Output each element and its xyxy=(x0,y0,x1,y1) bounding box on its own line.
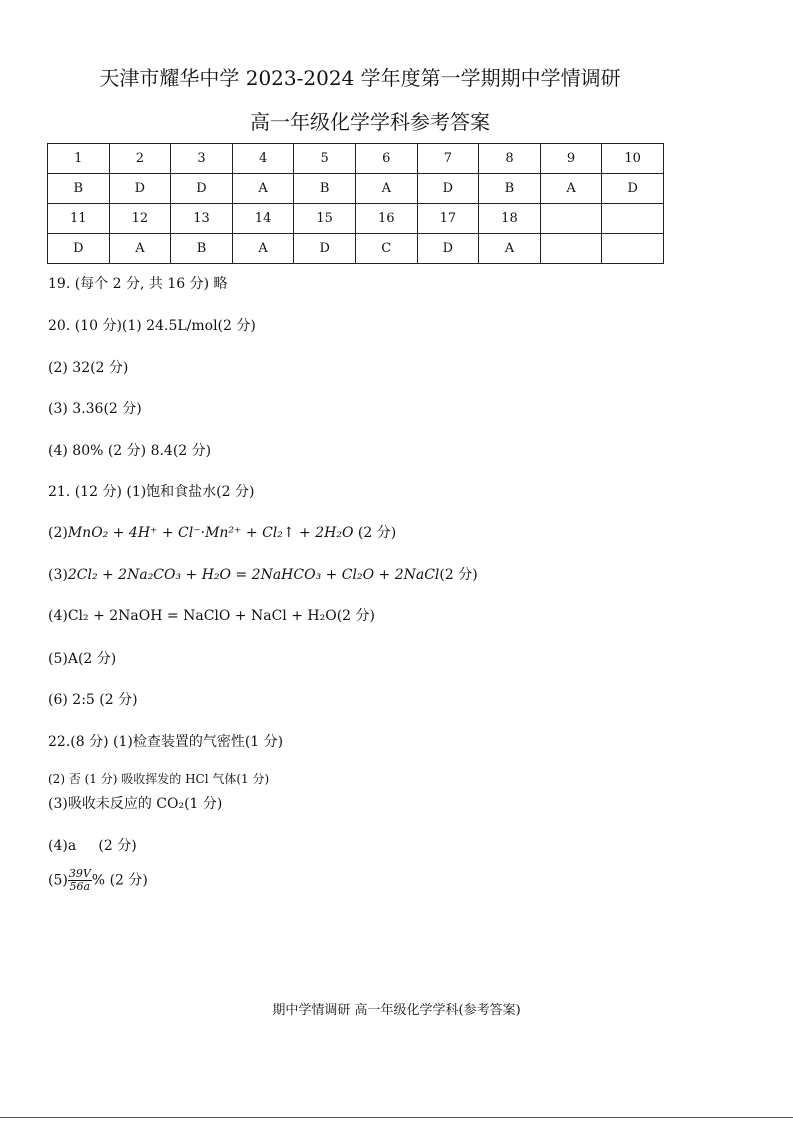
answer-q21-6: (6) 2:5 (2 分) xyxy=(48,692,138,708)
q22-5-score: (2 分) xyxy=(109,872,148,889)
table-cell: 4 xyxy=(232,144,294,174)
table-cell: 5 xyxy=(294,144,356,174)
q22-3-prefix: (3)吸收未反应的 xyxy=(48,796,152,812)
q21-4-prefix: (4) xyxy=(48,608,68,624)
q21-2-prefix: (2) xyxy=(48,525,68,541)
answer-q21-4 xyxy=(48,605,375,625)
table-row xyxy=(48,174,664,204)
answer-q20-3: (3) 3.36(2 分) xyxy=(48,401,142,417)
q22-3-equation: CO₂(1 分) xyxy=(156,796,223,812)
table-cell: D xyxy=(417,234,479,264)
table-cell: 18 xyxy=(479,204,541,234)
q21-3-prefix: (3) xyxy=(48,567,68,583)
table-cell: 9 xyxy=(540,144,602,174)
table-cell xyxy=(540,234,602,264)
table-cell: C xyxy=(355,234,417,264)
answer-q22-1: 22.(8 分) (1)检查装置的气密性(1 分) xyxy=(48,734,284,750)
table-cell: 3 xyxy=(171,144,233,174)
table-cell xyxy=(540,204,602,234)
table-cell: D xyxy=(109,174,171,204)
answer-q21-1: 21. (12 分) (1)饱和食盐水(2 分) xyxy=(48,484,255,500)
table-cell: 6 xyxy=(355,144,417,174)
answer-q22-3 xyxy=(48,793,222,813)
table-row xyxy=(48,144,664,174)
table-cell: D xyxy=(294,234,356,264)
table-cell: 14 xyxy=(232,204,294,234)
table-cell: D xyxy=(48,234,110,264)
table-cell: A xyxy=(540,174,602,204)
table-cell: A xyxy=(109,234,171,264)
document-title: 天津市耀华中学 2023-2024 学年度第一学期期中学情调研 xyxy=(99,66,621,90)
q22-5-prefix: (5) xyxy=(48,872,68,889)
table-cell: A xyxy=(479,234,541,264)
table-cell: D xyxy=(602,174,664,204)
q21-2-equation: MnO₂ + 4H⁺ + Cl⁻·Mn²⁺ + Cl₂↑ + 2H₂O xyxy=(67,525,354,541)
answer-q21-2 xyxy=(48,522,396,542)
table-cell: 10 xyxy=(602,144,664,174)
table-row xyxy=(48,234,664,264)
q21-2-score: (2 分) xyxy=(357,525,397,541)
answer-q20-1: 20. (10 分)(1) 24.5L/mol(2 分) xyxy=(48,318,256,334)
q21-3-score: (2 分) xyxy=(439,567,478,583)
table-cell: D xyxy=(171,174,233,204)
answer-q22-4: (4)a (2 分) xyxy=(48,838,137,854)
table-cell: A xyxy=(232,234,294,264)
answer-q20-2: (2) 32(2 分) xyxy=(48,360,129,376)
page-footer: 期中学情调研 高一年级化学学科(参考答案) xyxy=(272,1003,521,1018)
answer-q22-2: (2) 否 (1 分) 吸收挥发的 HCl 气体(1 分) xyxy=(48,772,270,786)
table-row xyxy=(48,204,664,234)
answer-q20-4: (4) 80% (2 分) 8.4(2 分) xyxy=(48,443,212,459)
answer-q21-5: (5)A(2 分) xyxy=(48,651,117,667)
answer-q19: 19. (每个 2 分, 共 16 分) 略 xyxy=(48,276,228,292)
q21-4-score: (2 分) xyxy=(336,608,375,624)
answer-table xyxy=(47,143,664,264)
table-cell: 17 xyxy=(417,204,479,234)
table-cell: B xyxy=(48,174,110,204)
table-cell: 13 xyxy=(171,204,233,234)
table-cell: 2 xyxy=(109,144,171,174)
q22-5-numerator: 39V xyxy=(68,867,91,880)
q21-4-equation: Cl₂ + 2NaOH = NaClO + NaCl + H₂O xyxy=(67,608,337,624)
table-cell: 1 xyxy=(48,144,110,174)
q21-3-equation: 2Cl₂ + 2Na₂CO₃ + H₂O = 2NaHCO₃ + Cl₂O + 2NaCl xyxy=(67,567,440,583)
table-cell: D xyxy=(417,174,479,204)
table-cell: 7 xyxy=(417,144,479,174)
document-subtitle: 高一年级化学学科参考答案 xyxy=(250,110,490,134)
table-cell: A xyxy=(232,174,294,204)
table-cell: A xyxy=(355,174,417,204)
answer-q22-5 xyxy=(48,868,148,893)
q22-5-suffix: % xyxy=(91,872,106,889)
table-cell xyxy=(602,234,664,264)
table-cell: 15 xyxy=(294,204,356,234)
table-cell: 16 xyxy=(355,204,417,234)
q22-5-fraction xyxy=(68,868,92,893)
table-cell: B xyxy=(294,174,356,204)
table-cell: B xyxy=(479,174,541,204)
table-cell: 11 xyxy=(48,204,110,234)
table-cell: 12 xyxy=(109,204,171,234)
table-cell xyxy=(602,204,664,234)
table-cell: 8 xyxy=(479,144,541,174)
q22-5-denominator: 56a xyxy=(69,880,91,893)
answer-q21-3 xyxy=(48,564,478,584)
bottom-rule xyxy=(0,1117,793,1118)
table-cell: B xyxy=(171,234,233,264)
